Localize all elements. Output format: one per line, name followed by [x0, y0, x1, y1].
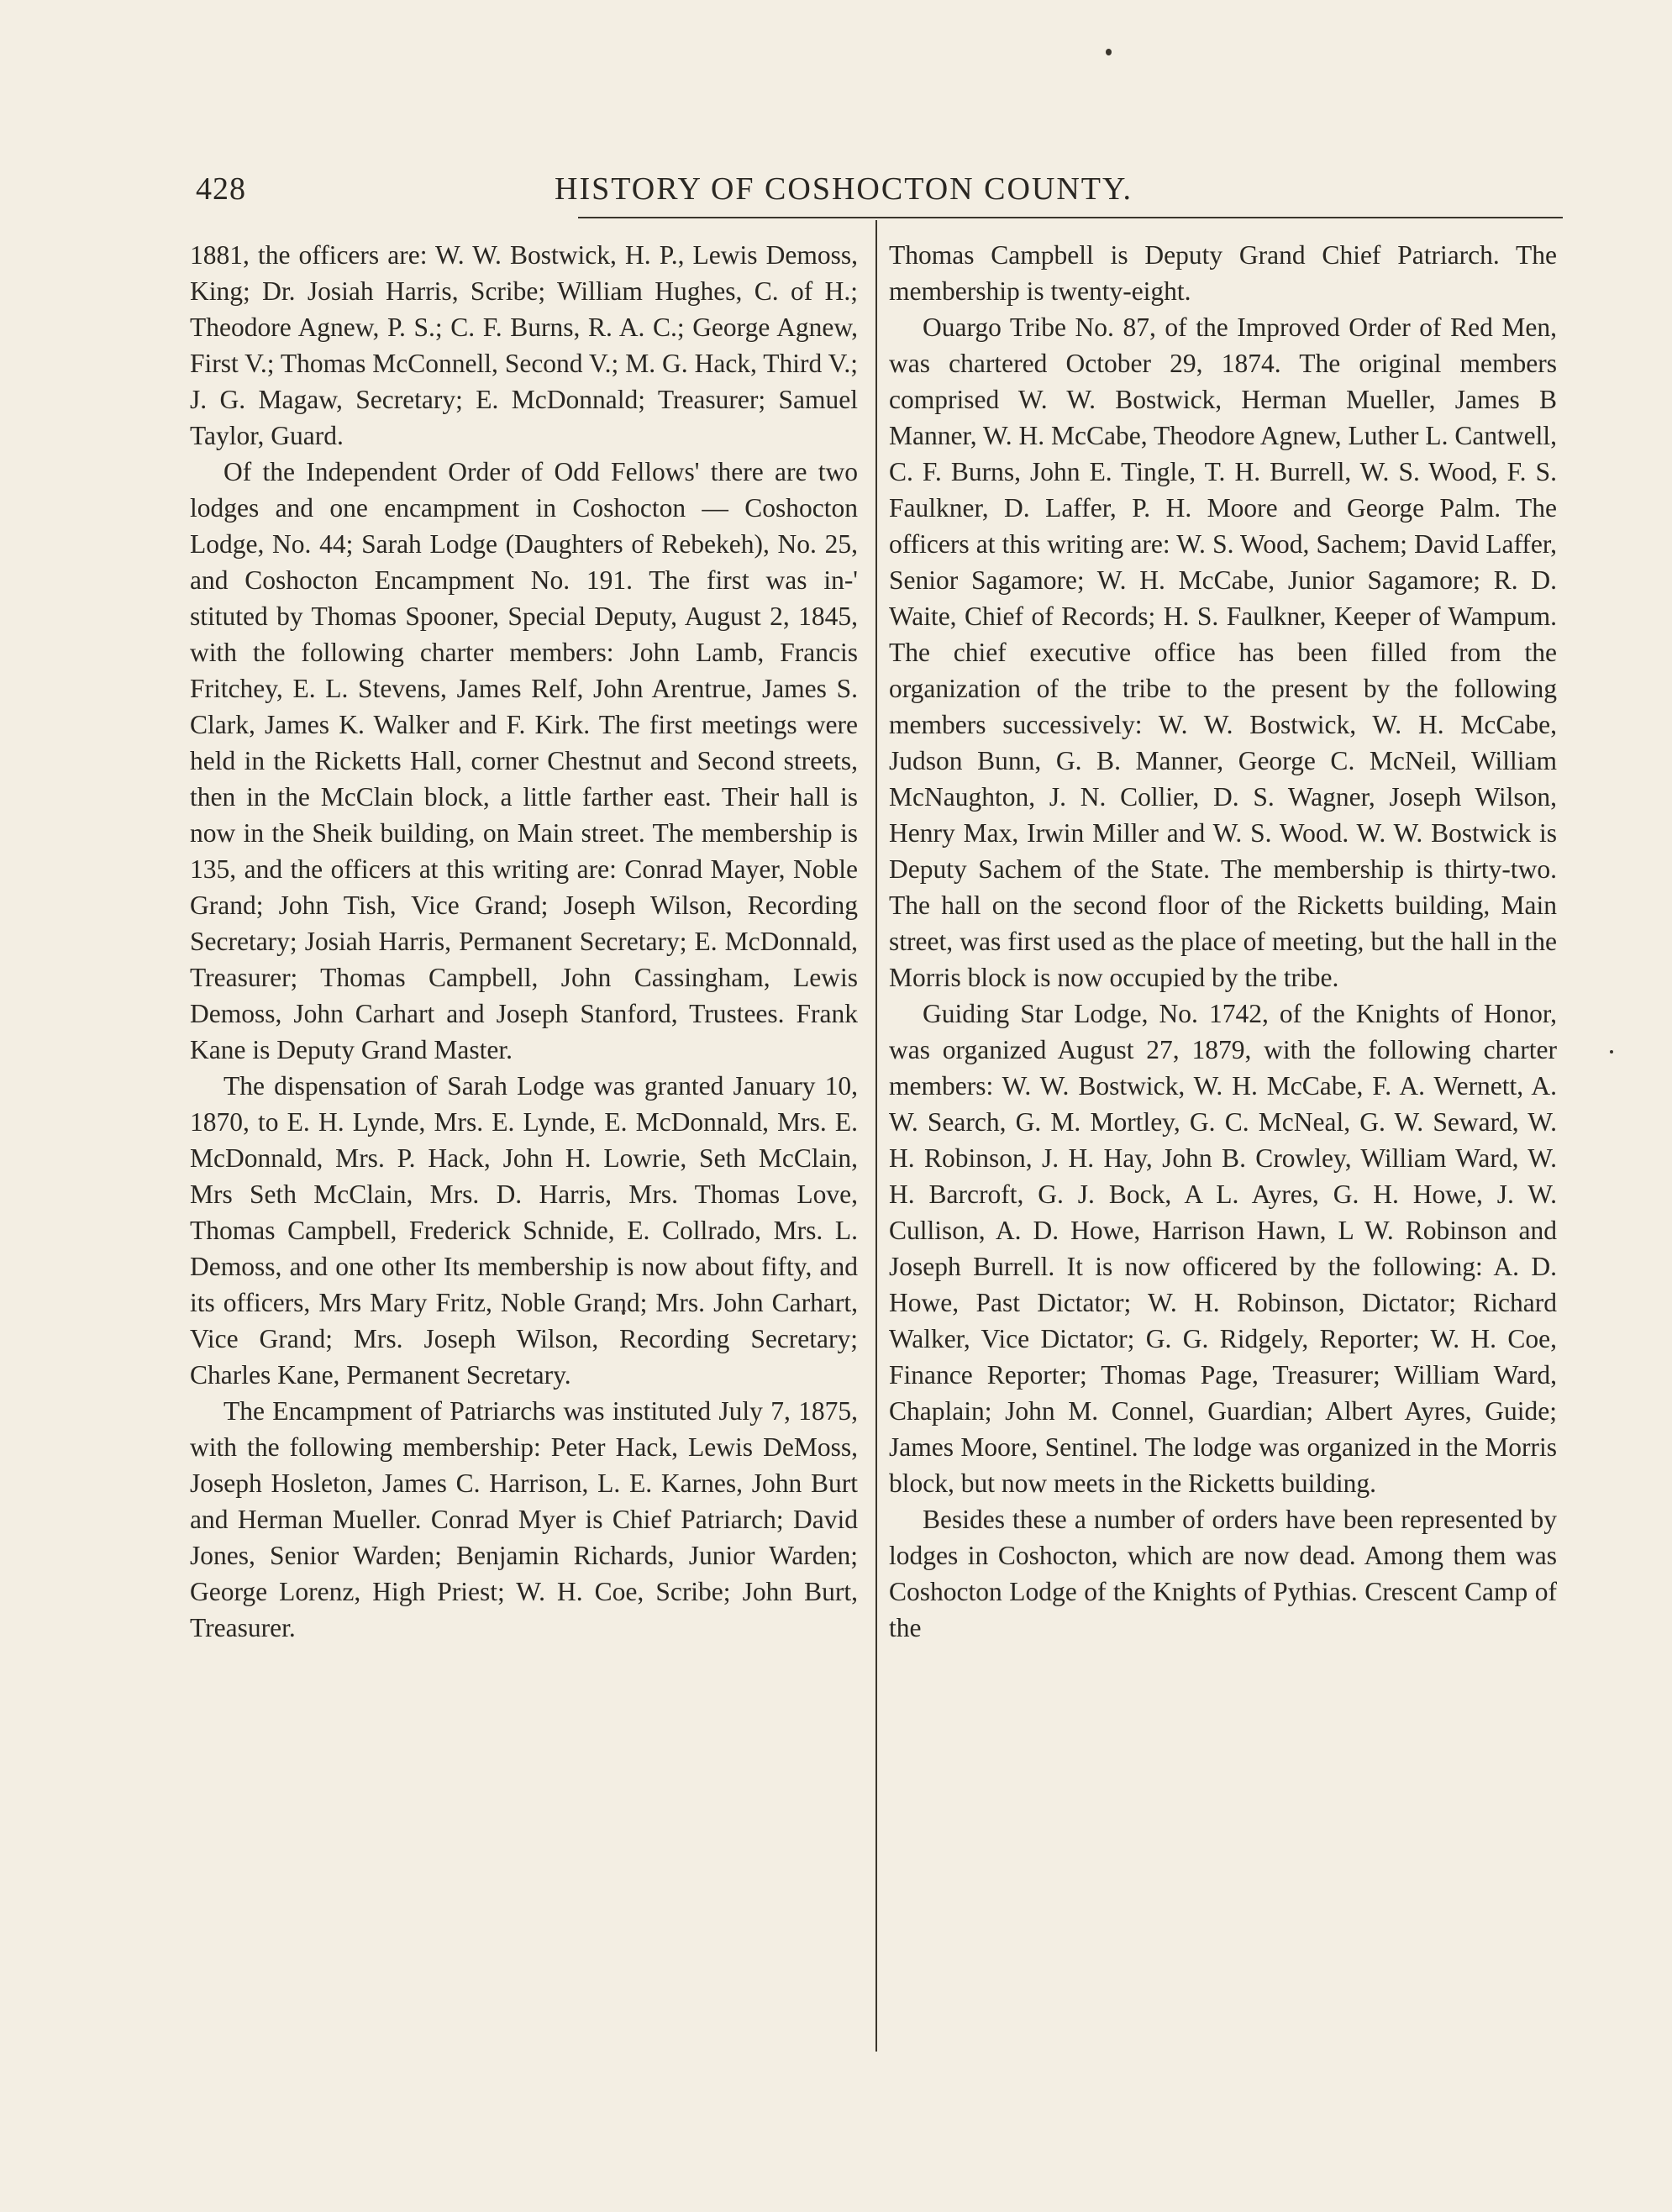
paragraph: Thomas Campbell is Deputy Grand Chief Patriarch. The membership is twenty-eight. — [889, 240, 1557, 306]
ink-speck — [1106, 49, 1112, 55]
right-column — [889, 237, 1557, 1646]
column-divider — [875, 220, 877, 2052]
left-column — [190, 237, 858, 1646]
paragraph: The Encampment of Patriarchs was instituted July 7, 1875, with the following membership: Peter Hack, Lewis DeMoss, Joseph Hosleton, James C. Harrison, L. E. Karnes, John Burt and Herman Mueller. Conrad Myer is Chief Patriarch; David Jones, Senior Warden; Benjamin Richards, Junior Warden; George Lorenz, High Priest; W. H. Coe, Scribe; John Burt, Treasurer. — [190, 1396, 858, 1642]
paragraph: 1881, the officers are: W. W. Bostwick, H. P., Lewis Demoss, King; Dr. Josiah Harris, Scribe; William Hughes, C. of H.; Theodore Agnew, P. S.; C. F. Burns, R. A. C.; George Agnew, First V.; Thomas McConnell, Second V.; M. G. Hack, Third V.; J. G. Magaw, Secretary; E. McDonnald; Treasurer; Samuel Taylor, Guard. — [190, 240, 858, 450]
paragraph: Of the Independent Order of Odd Fellows' there are two lodges and one encampment in Coshocton — Coshocton Lodge, No. 44; Sarah Lodge (Daughters of Rebekeh), No. 25, and Coshocton Encampment No. 191. The first was in-' stituted by Thomas Spooner, Special Deputy, August 2, 1845, with the following charter members: John Lamb, Francis Fritchey, E. L. Stevens, James Relf, John Arentrue, James S. Clark, James K. Walker and F. Kirk. The first meetings were held in the Ricketts Hall, corner Chestnut and Second streets, then in the McClain block, a little farther east. Their hall is now in the Sheik building, on Main street. The membership is 135, and the officers at this writing are: Conrad Mayer, Noble Grand; John Tish, Vice Grand; Joseph Wilson, Recording Secretary; Josiah Harris, Permanent Secretary; E. McDonnald, Treasurer; Thomas Campbell, John Cassingham, Lewis Demoss, John Carhart and Joseph Stanford, Trustees. Frank Kane is Deputy Grand Master. — [190, 457, 858, 1064]
header-rule — [578, 217, 1563, 218]
running-head-title: HISTORY OF COSHOCTON COUNTY. — [555, 171, 1133, 207]
page-number: 428 — [196, 171, 246, 207]
paragraph: Guiding Star Lodge, No. 1742, of the Knights of Honor, was organized August 27, 1879, with the following charter members: W. W. Bostwick, W. H. McCabe, F. A. Wernett, A. W. Search, G. M. Mortley, G. C. McNeal, G. W. Seward, W. H. Robinson, J. H. Hay, John B. Crowley, William Ward, W. H. Barcroft, G. J. Bock, A L. Ayres, G. H. Howe, J. W. Cullison, A. D. Howe, Harrison Hawn, L W. Robinson and Joseph Burrell. It is now officered by the following: A. D. Howe, Past Dictator; W. H. Robinson, Dictator; Richard Walker, Vice Dictator; G. G. Ridgely, Reporter; W. H. Coe, Finance Reporter; Thomas Page, Treasurer; William Ward, Chaplain; John M. Connel, Guardian; Albert Ayres, Guide; James Moore, Sentinel. The lodge was organized in the Morris block, but now meets in the Ricketts building. — [889, 999, 1557, 1498]
paragraph: Ouargo Tribe No. 87, of the Improved Order of Red Men, was chartered October 29, 1874. The original members comprised W. W. Bostwick, Herman Mueller, James B Manner, W. H. McCabe, Theodore Agnew, Luther L. Cantwell, C. F. Burns, John E. Tingle, T. H. Burrell, W. S. Wood, F. S. Faulkner, D. Laffer, P. H. Moore and George Palm. The officers at this writing are: W. S. Wood, Sachem; David Laffer, Senior Sagamore; W. H. McCabe, Junior Sagamore; R. D. Waite, Chief of Records; H. S. Faulkner, Keeper of Wampum. The chief executive office has been filled from the organization of the tribe to the present by the following members successively: W. W. Bostwick, W. H. McCabe, Judson Bunn, G. B. Manner, George C. McNeil, William McNaughton, J. N. Collier, D. S. Wagner, Joseph Wilson, Henry Max, Irwin Miller and W. S. Wood. W. W. Bostwick is Deputy Sachem of the State. The membership is thirty-two. The hall on the second floor of the Ricketts building, Main street, was first used as the place of meeting, but the hall in the Morris block is now occupied by the tribe. — [889, 313, 1557, 992]
ink-speck — [1610, 1050, 1613, 1053]
paragraph: The dispensation of Sarah Lodge was granted January 10, 1870, to E. H. Lynde, Mrs. E. Lynde, E. McDonnald, Mrs. E. McDonnald, Mrs. P. Hack, John H. Lowrie, Seth McClain, Mrs Seth McClain, Mrs. D. Harris, Mrs. Thomas Love, Thomas Campbell, Frederick Schnide, E. Collrado, Mrs. L. Demoss, and one other Its membership is now about fifty, and its officers, Mrs Mary Fritz, Noble Grand; Mrs. John Carhart, Vice Grand; Mrs. Joseph Wilson, Recording Secretary; Charles Kane, Permanent Secretary. — [190, 1071, 858, 1390]
paragraph: Besides these a number of orders have been represented by lodges in Coshocton, which are now dead. Among them was Coshocton Lodge of the Knights of Pythias. Crescent Camp of the — [889, 1505, 1557, 1642]
